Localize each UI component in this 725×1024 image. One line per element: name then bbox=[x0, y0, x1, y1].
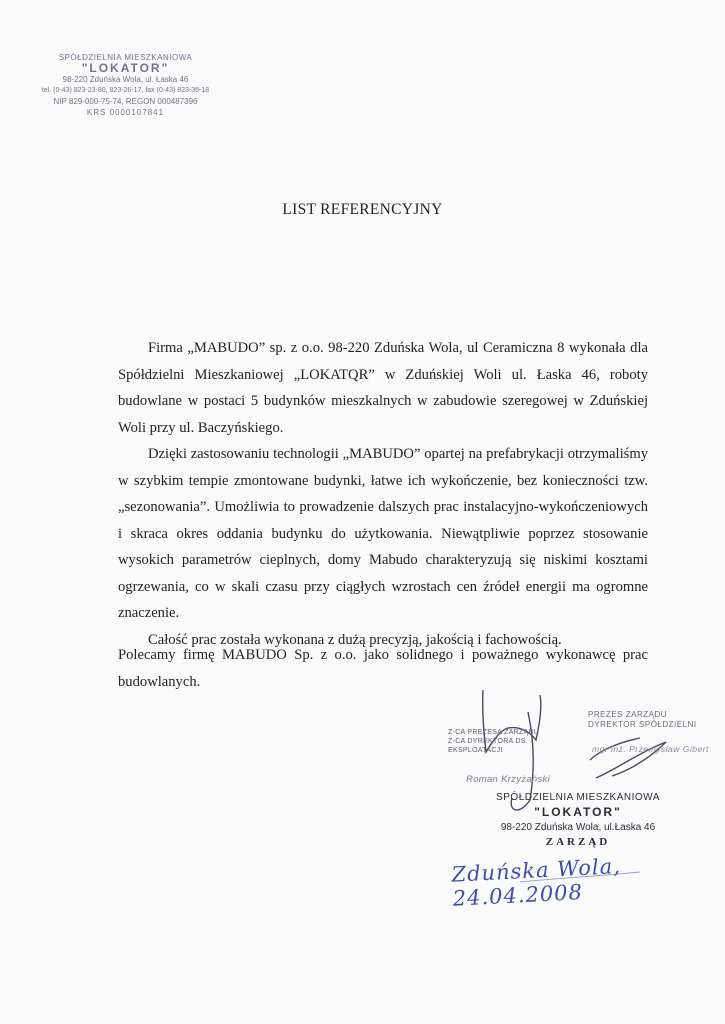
paragraph-1: Firma „MABUDO” sp. z o.o. 98-220 Zduńska Wola, ul Ceramiczna 8 wykonała dla Spółdzielni Mieszkaniowej „LOKATQR” w Zduńskiej Woli ul. Łaska 46, roboty budowlane w postaci 5 budynków mieszkalnych w zabudowie szeregowej w Zduńskiej Woli przy ul. Baczyńskiego. bbox=[118, 340, 648, 436]
document-title: LIST REFERENCYJNY bbox=[282, 201, 443, 218]
deputy-name: Roman Krzyżański bbox=[466, 774, 550, 785]
header-stamp-line5: NIP 829-000-75-74, REGON 000487396 bbox=[53, 97, 198, 106]
coop-stamp-line3: 98-220 Zduńska Wola, ul.Łaska 46 bbox=[500, 822, 656, 833]
header-stamp-line3: 98-220 Zduńska Wola, ul. Łaska 46 bbox=[62, 75, 189, 84]
cooperative-stamp bbox=[478, 790, 678, 850]
deputy-stamp-line2: Z-CA DYREKTORA DS. EKSPLOATACJI bbox=[448, 738, 528, 754]
president-stamp bbox=[588, 710, 718, 754]
header-stamp-line2: "LOKATOR" bbox=[81, 61, 170, 75]
header-stamp-line1: SPÓŁDZIELNIA MIESZKANIOWA bbox=[58, 53, 193, 62]
header-stamp-line6: KRS 0000107841 bbox=[86, 108, 165, 117]
president-stamp-line1: PREZES ZARZĄDU bbox=[588, 710, 668, 719]
paragraph-2: Dzięki zastosowaniu technologii „MABUDO” opartej na prefabrykacji otrzymaliśmy w szybkim tempie zmontowane budynki, łatwe ich wykończenie, bez konieczności tzw. „sezonowania”. Umożliwia to prowadzenie dalszych prac instalacyjno-wykończeniowych i skraca okres oddania budynku do użytkowania. Niewątpliwie poprzez stosowanie wysokich parametrów cieplnych, domy Mabudo charakteryzują się niskimi kosztami ogrzewania, co w skali czasu przy ciągłych wzrostach cen źródeł energii ma ogromne znaczenie. bbox=[118, 446, 648, 621]
coop-stamp-line2: "LOKATOR" bbox=[534, 805, 622, 819]
deputy-stamp-line1: Z-CA PREZESA ZARZĄDU bbox=[448, 729, 540, 736]
header-stamp-line4: tel. (0-43) 823-23-80, 823-26-17, fax (0-43) 823-36-18 bbox=[41, 87, 210, 94]
president-name: mgr inż. Przemysław Gibert bbox=[592, 744, 709, 754]
closing-paragraph: Polecamy firmę MABUDO Sp. z o.o. jako solidnego i poważnego wykonawcę prac budowlanych. bbox=[118, 647, 648, 690]
coop-stamp-line1: SPÓŁDZIELNIA MIESZKANIOWA bbox=[496, 792, 660, 803]
paragraph-3: Całość prac została wykonana z dużą precyzją, jakością i fachowością. bbox=[148, 631, 562, 648]
handwritten-date: Zduńska Wola, 24.04.2008 bbox=[450, 853, 622, 911]
president-stamp-line2: DYREKTOR SPÓŁDZIELNI bbox=[588, 720, 697, 729]
coop-stamp-line4: ZARZĄD bbox=[545, 836, 611, 848]
deputy-president-stamp bbox=[448, 728, 568, 784]
